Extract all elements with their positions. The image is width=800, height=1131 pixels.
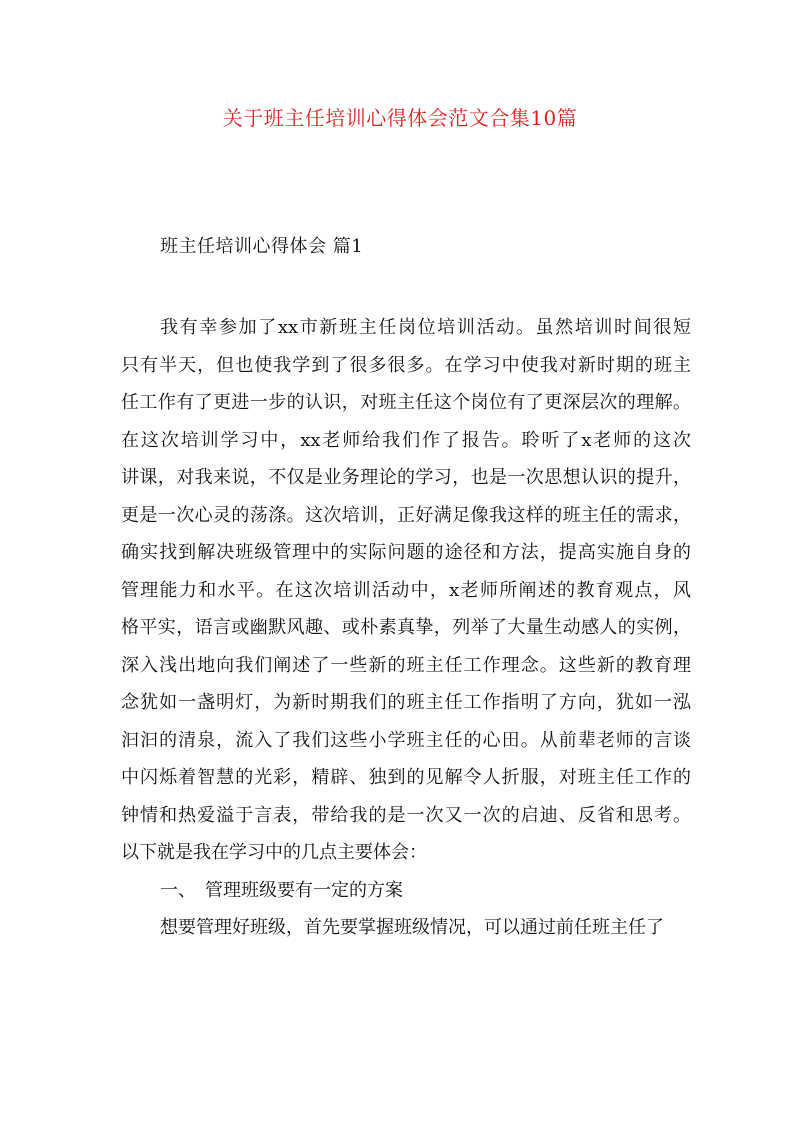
paragraph-line: 以下就是我在学习中的几点主要体会：: [121, 842, 427, 863]
document-title: 关于班主任培训心得体会范文合集10篇: [222, 106, 578, 130]
paragraph-line: 钟情和热爱溢于言表，带给我的是一次又一次的启迪、反省和思考。: [121, 804, 691, 826]
paragraph-line: 汩汩的清泉，流入了我们这些小学班主任的心田。从前辈老师的言谈: [121, 729, 691, 751]
paragraph-line: 讲课，对我来说，不仅是业务理论的学习，也是一次思想认识的提升，: [121, 467, 691, 488]
paragraph-line: 只有半天，但也使我学到了很多很多。在学习中使我对新时期的班主: [121, 354, 691, 376]
paragraph-line: 我有幸参加了xx市新班主任岗位培训活动。虽然培训时间很短: [160, 317, 691, 338]
paragraph-line: 确实找到解决班级管理中的实际问题的途径和方法，提高实施自身的: [121, 542, 691, 563]
paragraph-line: 念犹如一盏明灯，为新时期我们的班主任工作指明了方向，犹如一泓: [121, 692, 691, 713]
paragraph-line: 想要管理好班级，首先要掌握班级情况，可以通过前任班主任了: [160, 917, 664, 938]
paragraph-line: 更是一次心灵的荡涤。这次培训，正好满足像我这样的班主任的需求，: [121, 504, 691, 526]
paragraph-line: 中闪烁着智慧的光彩，精辟、独到的见解令人折服，对班主任工作的: [121, 767, 691, 788]
section-heading: 班主任培训心得体会 篇1: [160, 236, 364, 257]
body-text: [121, 314, 691, 952]
paragraph-line: 格平实，语言或幽默风趣、或朴素真挚，列举了大量生动感人的实例，: [121, 617, 691, 638]
paragraph-line: 深入浅出地向我们阐述了一些新的班主任工作理念。这些新的教育理: [121, 654, 691, 676]
paragraph-line: 在这次培训学习中，xx老师给我们作了报告。聆听了x老师的这次: [121, 429, 691, 451]
paragraph-line: 管理能力和水平。在这次培训活动中，x老师所阐述的教育观点，风: [121, 579, 691, 601]
subheading: 一、 管理班级要有一定的方案: [160, 879, 403, 901]
paragraph-line: 任工作有了更进一步的认识，对班主任这个岗位有了更深层次的理解。: [121, 392, 691, 413]
